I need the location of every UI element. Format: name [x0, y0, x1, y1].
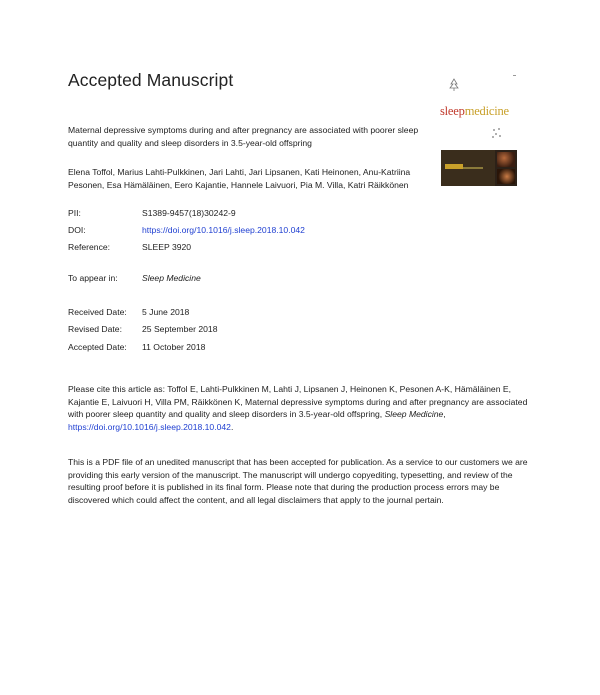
accepted-row	[68, 342, 205, 352]
doi-link[interactable]: https://doi.org/10.1016/j.sleep.2018.10.042	[142, 225, 305, 235]
citation-lead: Please cite this article as: Toffol E, Lahti-Pulkkinen M, Lahti J, Lipsanen J, Heinonen K, Pesonen A-K, Hämäläinen E, Kajantie E, Laivuori H, Villa PM, Räikkönen K, Maternal depressive symptoms during and after pregnancy are associated with poorer sleep quantity and quality and sleep disorders in 3.5-year-old offspring,	[68, 384, 528, 420]
accepted-label: Accepted Date:	[68, 342, 127, 352]
publisher-tree-icon	[448, 78, 460, 92]
appear-label: To appear in:	[68, 273, 118, 283]
article-authors: Elena Toffol, Marius Lahti-Pulkkinen, Jari Lahti, Jari Lipsanen, Kati Heinonen, Anu-Katriina Pesonen, Esa Hämäläinen, Eero Kajantie, Hannele Laivuori, Pia M. Villa, Katri Räikkönen	[68, 167, 411, 190]
revised-row	[68, 324, 218, 334]
received-label: Received Date:	[68, 307, 127, 317]
received-row	[68, 307, 189, 317]
appear-value: Sleep Medicine	[142, 273, 201, 283]
citation-journal: Sleep Medicine	[384, 409, 444, 420]
cover-photo-top	[497, 152, 515, 167]
revised-label: Revised Date:	[68, 324, 122, 334]
journal-logo-text-b: medicine	[464, 104, 509, 118]
journal-cover-image	[441, 150, 517, 186]
pii-label: PII:	[68, 208, 81, 218]
pii-value: S1389-9457(18)30242-9	[142, 208, 236, 218]
citation-end: .	[230, 421, 234, 432]
received-value: 5 June 2018	[142, 307, 190, 317]
journal-logo-text-a: sleep	[440, 104, 465, 118]
logo-mark	[513, 75, 516, 76]
citation-paragraph	[68, 383, 528, 433]
cover-band	[445, 164, 463, 169]
citation-doi-link[interactable]: https://doi.org/10.1016/j.sleep.2018.10.042	[68, 421, 231, 432]
journal-logo-text	[440, 104, 509, 119]
appear-row	[68, 273, 201, 283]
cover-panel	[441, 150, 495, 186]
accepted-value: 11 October 2018	[142, 342, 206, 352]
pii-row	[68, 208, 236, 218]
doi-label: DOI:	[68, 225, 86, 235]
journal-badge-icon	[490, 126, 504, 140]
reference-row	[68, 242, 191, 252]
page-heading: Accepted Manuscript	[68, 70, 234, 90]
cover-photo-bottom	[497, 169, 515, 184]
article-title: Maternal depressive symptoms during and after pregnancy are associated with poorer sleep quantity and quality and sleep disorders in 3.5-year-old offspring	[68, 125, 419, 148]
doi-row	[68, 225, 305, 235]
citation-separator: ,	[443, 409, 446, 420]
notice-paragraph: This is a PDF file of an unedited manuscript that has been accepted for publication. As a service to our customers we are providing this early version of the manuscript. The manuscript will undergo copyediting, typesetting, and review of the resulting proof before it is published in its final form. Please note that during the production process errors may be discovered which could affect the content, and all legal disclaimers that apply to the journal pertain.	[68, 457, 528, 505]
reference-value: SLEEP 3920	[142, 242, 192, 252]
revised-value: 25 September 2018	[142, 324, 218, 334]
reference-label: Reference:	[68, 242, 111, 252]
cover-band-secondary	[463, 167, 483, 169]
